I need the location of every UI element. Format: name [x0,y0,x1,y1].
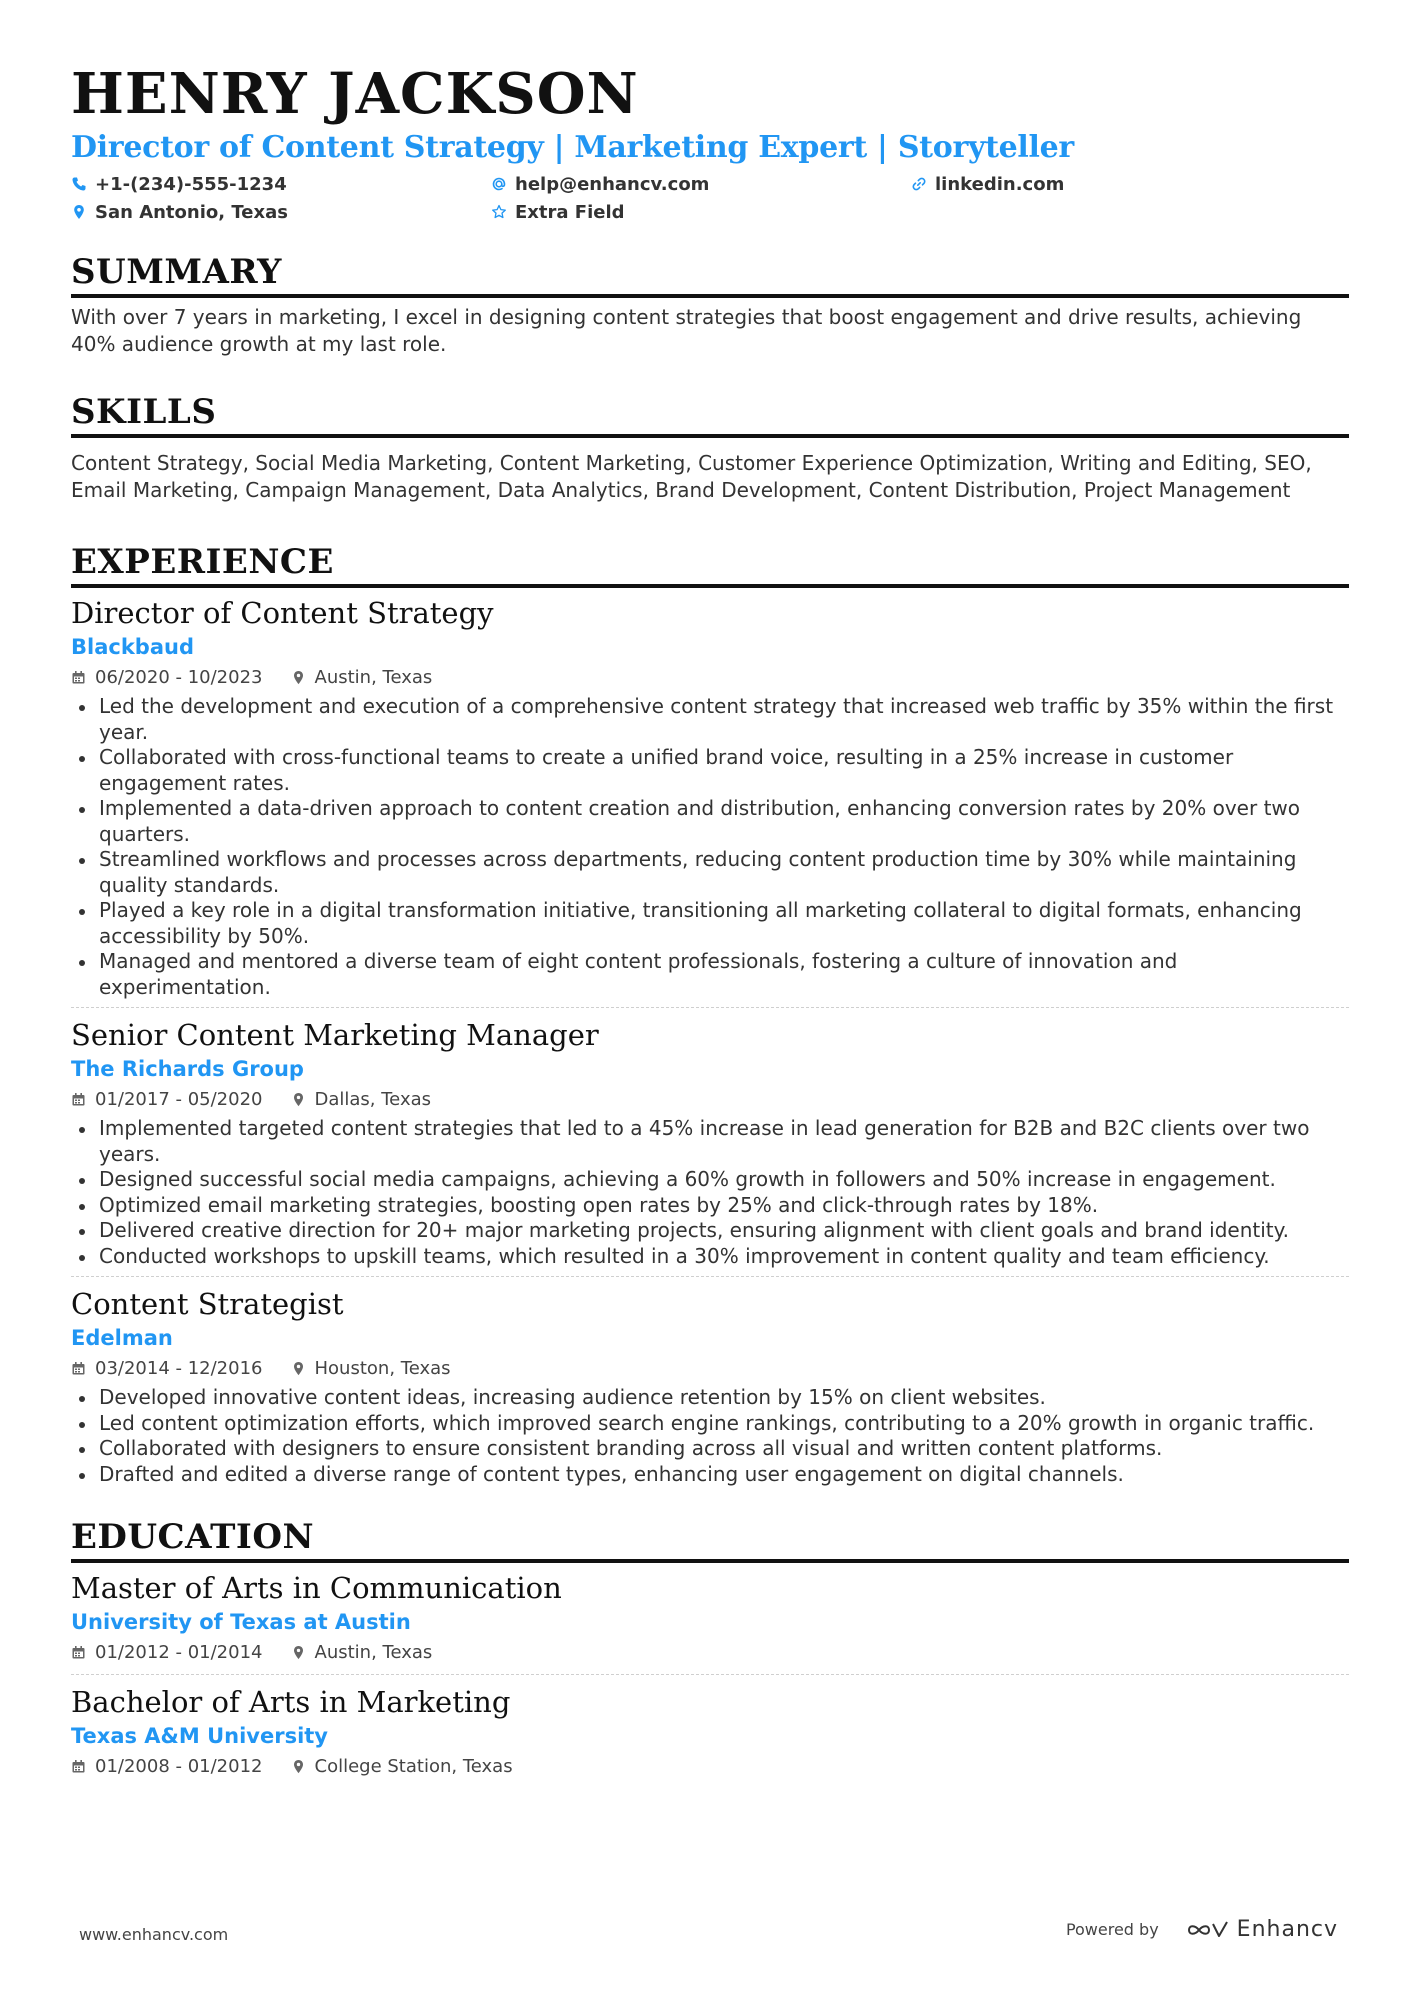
job-location-text: Houston, Texas [314,1357,451,1379]
location-text: San Antonio, Texas [95,201,288,223]
contact-extra [491,200,911,224]
skills-heading: SKILLS [71,392,1349,438]
candidate-tagline: Director of Content Strategy | Marketing Expert | Storyteller [71,130,1074,165]
job-dates-text: 03/2014 - 12/2016 [95,1357,263,1379]
education-entry [71,1569,1349,1667]
experience-heading: EXPERIENCE [71,542,1349,588]
link-icon [911,176,927,192]
bullet-item: Managed and mentored a diverse team of eight content professionals, fostering a culture of innovation and experimentation. [71,949,1349,1000]
bullet-item: Led the development and execution of a comprehensive content strategy that increased web traffic by 35% within the first year. [71,694,1349,745]
experience-entry [71,1016,1349,1269]
education-dates [71,1756,263,1777]
contact-location [71,200,491,224]
bullet-item: Streamlined workflows and processes across departments, reducing content production time by 30% while maintaining quality standards. [71,847,1349,898]
job-dates-text: 06/2020 - 10/2023 [95,666,263,688]
bullet-item: Designed successful social media campaigns, achieving a 60% growth in followers and 50% increase in engagement. [71,1167,1349,1193]
job-title: Senior Content Marketing Manager [71,1018,599,1052]
contact-email[interactable] [491,172,911,196]
degree-title: Bachelor of Arts in Marketing [71,1685,511,1719]
map-pin-icon [291,1645,306,1660]
job-meta [71,1084,1349,1114]
bullet-item: Implemented a data-driven approach to content creation and distribution, enhancing conversion rates by 20% over two quarters. [71,796,1349,847]
summary-section [71,252,1349,358]
skills-text: Content Strategy, Social Media Marketing, Content Marketing, Customer Experience Optimization, Writing and Editing, SEO, Email Marketing, Campaign Management, Data Analytics, Brand Development, Content Distribution, Project Management [71,451,1312,502]
experience-entry [71,594,1349,1000]
education-location-text: College Station, Texas [314,1755,513,1777]
bullet-item: Delivered creative direction for 20+ major marketing projects, ensuring alignment with client goals and brand identity. [71,1218,1349,1244]
company-name: Blackbaud [71,635,194,659]
school-name: University of Texas at Austin [71,1610,411,1634]
job-bullets [71,1116,1349,1269]
job-title: Director of Content Strategy [71,596,494,630]
job-bullets [71,1385,1349,1487]
enhancv-logo-icon [1185,1918,1229,1942]
degree-title: Master of Arts in Communication [71,1571,562,1605]
education-heading: EDUCATION [71,1517,1349,1563]
star-icon [491,204,507,220]
phone-icon [71,176,87,192]
company-name: The Richards Group [71,1057,304,1081]
brand-name: Enhancv [1236,1917,1338,1942]
map-pin-icon [291,1361,306,1376]
bullet-item: Played a key role in a digital transformation initiative, transitioning all marketing collateral to digital formats, enhancing accessibility by 50%. [71,898,1349,949]
bullet-item: Optimized email marketing strategies, boosting open rates by 25% and click-through rates by 18%. [71,1193,1349,1219]
job-dates [71,1358,263,1379]
job-location-text: Dallas, Texas [314,1088,431,1110]
summary-heading: SUMMARY [71,252,1349,298]
skills-section [71,392,1349,504]
education-meta [71,1751,1349,1781]
calendar-icon [71,1361,86,1376]
contact-linkedin[interactable] [911,172,1311,196]
education-location-text: Austin, Texas [314,1641,433,1663]
phone-text: +1-(234)-555-1234 [95,173,287,195]
bullet-item: Implemented targeted content strategies that led to a 45% increase in lead generation for B2B and B2C clients over two years. [71,1116,1349,1167]
summary-text: With over 7 years in marketing, I excel in designing content strategies that boost engagement and drive results, achieving 40% audience growth at my last role. [71,305,1302,356]
company-name: Edelman [71,1326,173,1350]
experience-section [71,542,1349,1487]
education-dates [71,1642,263,1663]
calendar-icon [71,1759,86,1774]
map-pin-icon [291,1759,306,1774]
job-bullets [71,694,1349,1000]
footer-branding[interactable] [1066,1917,1338,1942]
map-pin-icon [291,1092,306,1107]
bullet-item: Drafted and edited a diverse range of content types, enhancing user engagement on digital channels. [71,1462,1349,1488]
map-pin-icon [71,204,87,220]
bullet-item: Developed innovative content ideas, increasing audience retention by 15% on client websites. [71,1385,1349,1411]
contact-phone[interactable] [71,172,491,196]
education-entry [71,1683,1349,1781]
job-location-text: Austin, Texas [314,666,433,688]
job-location [291,1089,432,1110]
job-meta [71,662,1349,692]
bullet-item: Conducted workshops to upskill teams, which resulted in a 30% improvement in content quality and team efficiency. [71,1244,1349,1270]
education-dates-text: 01/2008 - 01/2012 [95,1755,263,1777]
at-sign-icon [491,176,507,192]
linkedin-text: linkedin.com [935,173,1065,195]
job-title: Content Strategist [71,1287,344,1321]
education-meta [71,1637,1349,1667]
footer-website[interactable]: www.enhancv.com [79,1925,229,1944]
calendar-icon [71,1092,86,1107]
calendar-icon [71,670,86,685]
education-location [291,1756,513,1777]
job-location [291,1358,451,1379]
powered-by-label: Powered by [1065,1920,1159,1939]
contact-info [71,172,1349,224]
candidate-name: HENRY JACKSON [71,61,639,127]
resume-page [71,60,1349,1781]
entry-divider [71,1007,1349,1008]
education-location [291,1642,433,1663]
job-dates [71,667,263,688]
job-dates [71,1089,263,1110]
bullet-item: Collaborated with designers to ensure consistent branding across all visual and written content platforms. [71,1436,1349,1462]
extra-field-text: Extra Field [515,201,625,223]
bullet-item: Collaborated with cross-functional teams to create a unified brand voice, resulting in a 25% increase in customer engagement rates. [71,745,1349,796]
bullet-item: Led content optimization efforts, which improved search engine rankings, contributing to a 20% growth in organic traffic. [71,1411,1349,1437]
job-meta [71,1353,1349,1383]
education-section [71,1517,1349,1781]
entry-divider [71,1276,1349,1277]
email-text: help@enhancv.com [515,173,710,195]
job-location [291,667,433,688]
entry-divider [71,1674,1349,1675]
calendar-icon [71,1645,86,1660]
school-name: Texas A&M University [71,1724,328,1748]
experience-entry [71,1285,1349,1487]
education-dates-text: 01/2012 - 01/2014 [95,1641,263,1663]
job-dates-text: 01/2017 - 05/2020 [95,1088,263,1110]
map-pin-icon [291,670,306,685]
